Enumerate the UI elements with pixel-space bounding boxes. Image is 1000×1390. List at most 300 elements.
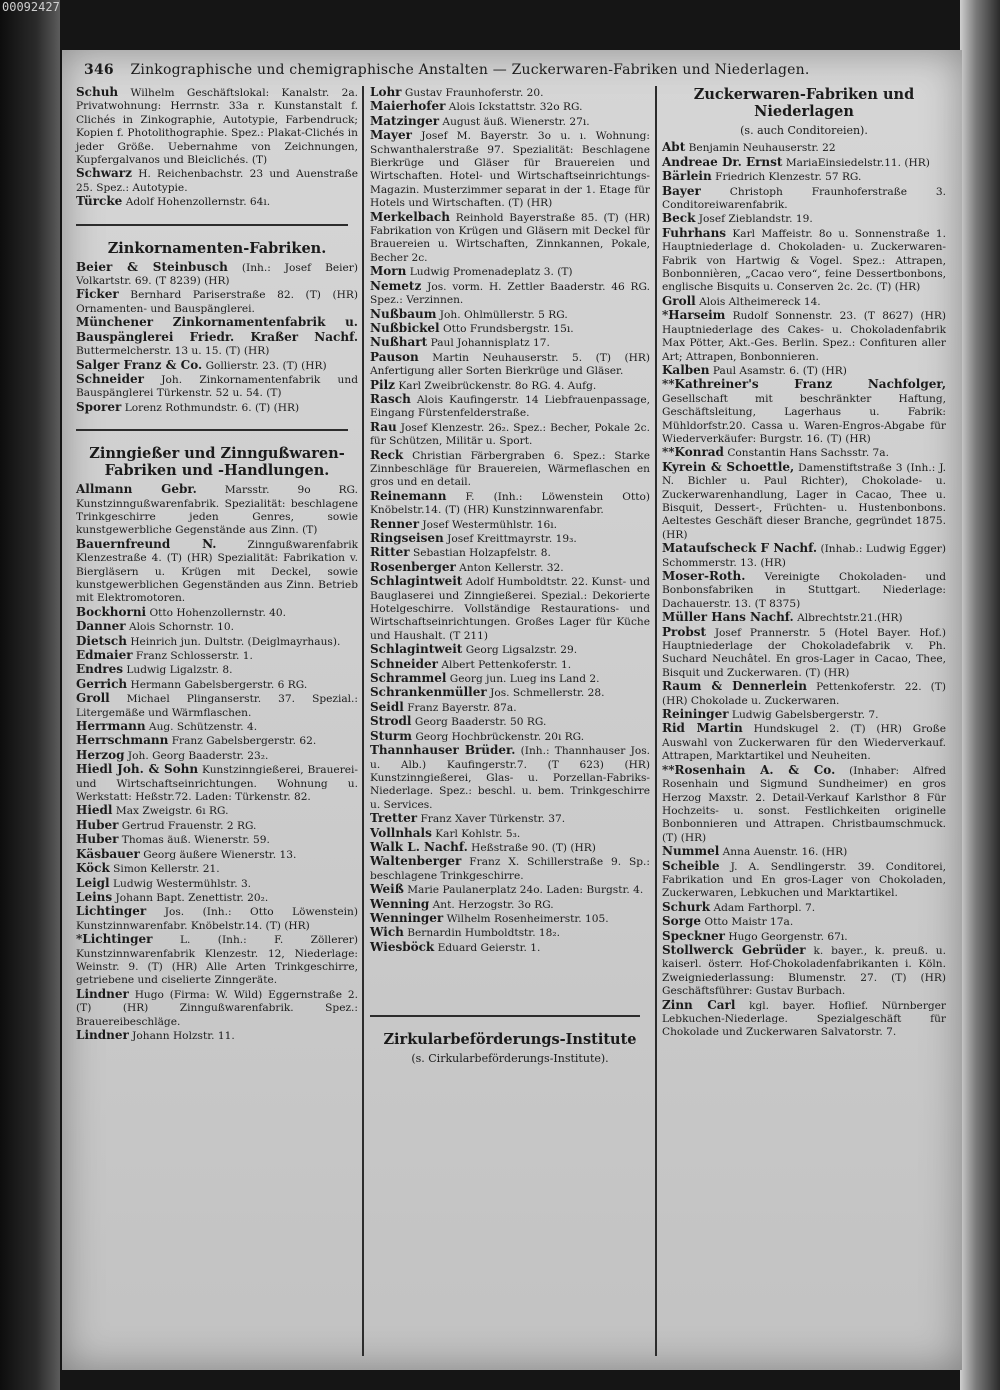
entry-text: Christian Färbergraben 6. Spez.: Starke Zinnbeschläge für Brauereien, Wärmeflaschen en gros und en detail. xyxy=(370,449,651,489)
directory-entry xyxy=(662,170,946,184)
entry-text: Georg Baaderstr. 50 RG. xyxy=(414,716,547,729)
directory-entry xyxy=(370,129,650,210)
entry-name: **Konrad xyxy=(662,445,724,460)
entry-text: Hugo (Firma: W. Wild) Eggernstraße 2. (T) (HR) Zinngußwarenfabrik. Spez.: Brauereibeschläge. xyxy=(76,988,358,1028)
section-note: (s. Cirkularbeförderungs-Institute). xyxy=(411,1052,609,1066)
entry-name: Mataufscheck F Nachf. xyxy=(662,541,818,556)
entry-text: (Inhaber: Alfred Rosenhain und Sigmund Sundheimer) en gros Herzog Maxstr. 2. Detail-Verkauf Karlsthor 8 Für Hochzeits- u. sonst. Festlichkeiten originelle Bonbonnieren und Attrapen. Christbaumschmuck. (T) (HR) xyxy=(662,764,946,844)
entry-name: Reininger xyxy=(662,707,729,722)
directory-entry xyxy=(76,848,358,862)
entry-text: MariaEinsiedelstr.11. (HR) xyxy=(785,156,930,169)
entry-name: Schneider xyxy=(76,371,144,386)
entry-name: Lindner xyxy=(76,986,129,1001)
directory-entry xyxy=(370,546,650,560)
directory-entry xyxy=(370,532,650,546)
entry-text: Heßstraße 90. (T) (HR) xyxy=(471,841,596,854)
section-title: Zinkornamenten-Fabriken. xyxy=(107,239,327,257)
entry-name: Salger Franz & Co. xyxy=(76,357,203,372)
directory-entry xyxy=(662,309,946,364)
entry-text: Adolf Hohenzollernstr. 64ı. xyxy=(125,196,271,209)
entry-name: Rau xyxy=(370,419,397,434)
directory-entry xyxy=(76,261,358,289)
page-number: 346 xyxy=(84,62,114,78)
entry-text: Max Zweigstr. 6ı RG. xyxy=(115,805,229,818)
entry-text: Paul Asamstr. 6. (T) (HR) xyxy=(712,364,847,377)
directory-page xyxy=(62,50,962,1370)
entry-text: Jos. Schmellerstr. 28. xyxy=(490,687,605,700)
directory-entry xyxy=(662,860,946,901)
directory-entry xyxy=(370,686,650,700)
directory-entry xyxy=(662,764,946,845)
entry-text: Johann Holzstr. 11. xyxy=(132,1029,235,1042)
column-rule xyxy=(362,86,364,1356)
directory-entry xyxy=(662,461,946,542)
directory-entry xyxy=(370,744,650,812)
directory-entry xyxy=(76,891,358,905)
directory-entry xyxy=(76,905,358,933)
directory-entry xyxy=(662,901,946,915)
entry-text: Heinrich jun. Dultstr. (Deiglmayrhaus). xyxy=(130,635,341,648)
entry-text: Lorenz Rothmundstr. 6. (T) (HR) xyxy=(124,401,300,414)
entry-name: Schwarz xyxy=(76,166,132,181)
entry-text: Albrechtstr.21.(HR) xyxy=(797,612,903,625)
entry-name: Leigl xyxy=(76,875,110,890)
entry-name: Huber xyxy=(76,817,119,832)
section-note: (s. auch Conditoreien). xyxy=(740,124,868,137)
directory-entry xyxy=(76,401,358,415)
directory-entry xyxy=(370,265,650,279)
directory-entry xyxy=(662,845,946,859)
entry-text: L. (Inh.: F. Zöllerer) Kunstzinnwarenfabrik Klenzestr. 12, Niederlage: Weinstr. 9. (T) (HR) Alle Arten Trinkgeschirre, getriebene und ciselierte Zinngeräte. xyxy=(76,934,358,987)
entry-name: Köck xyxy=(76,861,110,876)
entry-name: **Rosenhain A. & Co. xyxy=(662,762,836,777)
directory-entry xyxy=(370,449,650,490)
running-header xyxy=(84,62,944,78)
entry-name: Sturm xyxy=(370,728,412,743)
entry-text: F. (Inh.: Löwenstein Otto) Knöbelstr.14. (T) (HR) Kunstzinnwarenfabr. xyxy=(370,490,650,517)
entry-text: Franz Schlosserstr. 1. xyxy=(135,650,253,662)
directory-entry xyxy=(662,944,946,999)
directory-entry xyxy=(76,167,358,195)
entry-text: Albert Pettenkoferstr. 1. xyxy=(441,658,572,671)
entry-name: Andreae Dr. Ernst xyxy=(662,154,783,169)
entry-text: Josef Kreittmayrstr. 19₃. xyxy=(447,533,577,545)
entry-text: August äuß. Wienerstr. 27ı. xyxy=(442,115,590,128)
entry-text: Pettenkoferstr. 22. (T) (HR) Chokolade u. Zuckerwaren. xyxy=(662,681,946,707)
entry-text: Karl Zweibrückenstr. 8o RG. 4. Aufg. xyxy=(398,379,597,392)
directory-entry xyxy=(662,930,946,944)
section-divider xyxy=(76,429,348,431)
entry-text: Josef Zieblandstr. 19. xyxy=(698,213,813,226)
directory-entry xyxy=(662,364,946,378)
entry-name: Schlagintweit xyxy=(370,574,463,589)
entry-name: Lichtinger xyxy=(76,904,147,919)
entry-name: Rasch xyxy=(370,391,411,406)
directory-entry xyxy=(370,308,650,322)
entry-name: Beier & Steinbusch xyxy=(76,259,228,274)
directory-entry xyxy=(76,620,358,634)
entry-text: Jos. (Inh.: Otto Löwenstein) Kunstzinnwarenfabr. Knöbelstr.14. (T) (HR) xyxy=(76,906,359,932)
entry-text: Hermann Gabelsbergerstr. 6 RG. xyxy=(130,678,308,691)
entry-name: Schuh xyxy=(76,85,119,99)
directory-entry xyxy=(76,734,358,748)
directory-entry xyxy=(662,446,946,460)
entry-name: Beck xyxy=(662,211,696,226)
directory-entry xyxy=(662,708,946,722)
entry-name: Danner xyxy=(76,619,126,634)
entry-name: Waltenberger xyxy=(370,854,462,869)
entry-text: Josef Prannerstr. 5 (Hotel Bayer. Hof.) Hauptniederlage der Chokoladefabrik v. Ph. Suchard Neuchâtel. En gros-Lager in Cacao, Thee, Bisquit und Zuckerwaren. (T) (HR) xyxy=(662,626,946,679)
section-divider xyxy=(76,224,348,226)
directory-entry xyxy=(662,626,946,681)
entry-text: (Inh.: Thannhauser Jos. u. Alb.) Kaufingerstr.7. (T 623) (HR) Kunstzinngießerei, Glas- u. Porzellan-Fabriks-Niederlage. Spez.: beschl. u. bem. Trinkgeschirre u. Services. xyxy=(370,745,650,811)
entry-name: Gerrich xyxy=(76,676,128,691)
directory-entry xyxy=(370,715,650,729)
directory-entry xyxy=(370,926,650,940)
entry-name: Allmann Gebr. xyxy=(76,482,197,497)
entry-name: Lindner xyxy=(76,1027,129,1042)
entry-text: Gertrud Frauenstr. 2 RG. xyxy=(121,819,257,832)
entry-name: Nußbickel xyxy=(370,320,440,335)
entry-text: Joh. Georg Baaderstr. 23₂. xyxy=(127,749,269,762)
directory-entry xyxy=(76,819,358,833)
directory-entry xyxy=(370,115,650,129)
entry-text: Marie Paulanerplatz 24o. Laden: Burgstr. 4. xyxy=(407,884,644,897)
directory-entry xyxy=(662,378,946,446)
entry-text: (Inhab.: Ludwig Egger) Schommerstr. 13. (HR) xyxy=(662,543,947,569)
directory-entry xyxy=(370,351,650,379)
entry-text: Joh. Zinkornamentenfabrik und Bauspänglerei Türkenstr. 52 u. 54. (T) xyxy=(76,373,358,400)
directory-entry xyxy=(662,570,946,611)
entry-name: Sporer xyxy=(76,399,122,414)
entry-text: Wilhelm Geschäftslokal: Kanalstr. 2a. Privatwohnung: Herrnstr. 33a r. Kunstanstalt f. Clichés in Zinkographie, Autotypie, Farbendruck; Kopien f. Photolithographie. Spez.: Plakat-Clichés in jeder Größe. Uebernahme von Zeichnungen, Kupfergalvanos und Bleiclichés. (T) xyxy=(76,87,359,167)
entry-text: Hugo Georgenstr. 67ı. xyxy=(728,930,848,943)
directory-entry xyxy=(662,227,946,295)
entry-name: Speckner xyxy=(662,928,725,943)
directory-entry xyxy=(76,720,358,734)
entry-list xyxy=(662,141,946,1039)
directory-entry xyxy=(662,156,946,170)
entry-name: Maierhofer xyxy=(370,99,446,114)
entry-text: Thomas äuß. Wienerstr. 59. xyxy=(121,834,270,847)
entry-text: Josef M. Bayerstr. 3o u. ı. Wohnung: Schwanthalerstraße 97. Spezialität: Beschlagene Bierkrüge und Gläser für Brauereien und Wirtschaften. Hotel- und Wirtschaftseinrichtungs-Magazin. Musterzimmer separat in der 1. Etage für Hotels und Wirtschaften. (T) (HR) xyxy=(370,130,650,210)
directory-entry xyxy=(662,295,946,309)
directory-entry xyxy=(76,635,358,649)
directory-entry xyxy=(370,379,650,393)
entry-name: Nußbaum xyxy=(370,306,437,321)
entry-name: Müller Hans Nachf. xyxy=(662,610,794,625)
entry-name: Reck xyxy=(370,447,404,462)
directory-entry xyxy=(370,393,650,421)
directory-entry xyxy=(370,86,650,100)
entry-text: Georg jun. Lueg ins Land 2. xyxy=(449,673,600,686)
entry-name: Tretter xyxy=(370,811,418,826)
entry-name: Reinemann xyxy=(370,488,447,503)
directory-entry xyxy=(370,561,650,575)
directory-entry xyxy=(370,855,650,883)
entry-text: Jos. vorm. H. Zettler Baaderstr. 46 RG. Spez.: Verzinnen. xyxy=(370,280,650,307)
directory-entry xyxy=(76,763,358,804)
entry-text: Johann Bapt. Zenettistr. 20₂. xyxy=(115,891,269,904)
directory-entry xyxy=(76,316,358,358)
entry-name: Vollnhals xyxy=(370,825,432,840)
column-rule xyxy=(655,86,657,1356)
entry-name: Wich xyxy=(370,925,404,940)
directory-entry xyxy=(370,841,650,855)
entry-text: Gesellschaft mit beschränkter Haftung, Geschäftsleitung, Lagerhaus u. Fabrik: Mühldorfstr.20. Cassa u. Waren-Engros-Abgabe für Wiederverkäufer: Burgstr. 16. (T) (HR) xyxy=(662,392,946,445)
entry-name: Probst xyxy=(662,624,707,639)
entry-name: Merkelbach xyxy=(370,209,450,224)
directory-entry xyxy=(370,322,650,336)
entry-text: Georg Hochbrückenstr. 20ı RG. xyxy=(415,730,585,743)
entry-name: Matzinger xyxy=(370,113,440,128)
entry-name: Bayer xyxy=(662,183,701,198)
directory-entry xyxy=(370,812,650,826)
directory-entry xyxy=(76,288,358,316)
entry-name: Walk L. Nachf. xyxy=(370,839,468,854)
directory-entry xyxy=(662,999,946,1040)
directory-entry xyxy=(76,749,358,763)
entry-name: Münchener Zinkornamentenfabrik u. Bauspänglerei Friedr. Kraßer Nachf. xyxy=(76,315,358,344)
directory-entry xyxy=(370,518,650,532)
entry-text: Anton Kellerstr. 32. xyxy=(459,561,564,574)
directory-entry xyxy=(662,542,946,570)
directory-entry xyxy=(76,877,358,891)
entry-name: Nußhart xyxy=(370,335,428,350)
entry-name: *Lichtinger xyxy=(76,932,153,947)
running-title: Zinkographische und chemigraphische Anstalten — Zuckerwaren-Fabriken und Niederlagen. xyxy=(130,62,810,78)
entry-name: Schneider xyxy=(370,656,438,671)
directory-entry xyxy=(662,680,946,708)
directory-entry xyxy=(76,538,358,606)
entry-name: Groll xyxy=(662,293,696,308)
entry-text: Hundskugel 2. (T) (HR) Große Auswahl von Zuckerwaren für den Wiederverkauf. Attrapen, Marktartikel und Neuheiten. xyxy=(662,723,946,763)
entry-text: k. bayer., k. preuß. u. kaiserl. österr. Hof-Chokoladenfabrikanten i. Köln. Zweigniederlassung: Blumenstr. 27. (T) (HR) Geschäftsführer: Gustav Burbach. xyxy=(662,944,946,998)
entry-text: Franz Xaver Türkenstr. 37. xyxy=(420,813,566,826)
entry-text: Vereinigte Chokoladen- und Bonbonsfabriken in Stuttgart. Niederlage: Dachauerstr. 13. (T 8375) xyxy=(662,571,946,610)
directory-entry xyxy=(76,359,358,373)
column-2 xyxy=(370,86,650,1070)
entry-text: Wilhelm Rosenheimerstr. 105. xyxy=(446,912,609,925)
entry-name: Raum & Dennerlein xyxy=(662,679,807,694)
entry-text: Marsstr. 9o RG. Kunstzinngußwarenfabrik. Spezialität: beschlagene Trinkgeschirre jeden Genres, sowie kunstgewerbliche Gegenstände aus Zinn. (T) xyxy=(76,484,358,537)
entry-name: Zinn Carl xyxy=(662,997,736,1012)
entry-text: Alois Schornstr. 10. xyxy=(128,621,235,634)
entry-text: Josef Klenzestr. 26₂. Spez.: Becher, Pokale 2c. für Schützen, Militär u. Sport. xyxy=(370,421,650,448)
entry-name: Hiedl Joh. & Sohn xyxy=(76,762,199,777)
entry-name: Schrammel xyxy=(370,671,447,686)
directory-entry xyxy=(662,611,946,625)
entry-text: Alois Kaufingerstr. 14 Liebfrauenpassage, Eingang Fürstenfelderstraße. xyxy=(370,393,650,420)
entry-text: (Inh.: Josef Beier) Volkartstr. 69. (T 8239) (HR) xyxy=(76,261,358,288)
entry-name: Stollwerck Gebrüder xyxy=(662,942,806,957)
entry-text: Josef Westermühlstr. 16ı. xyxy=(422,518,557,531)
entry-name: Rosenberger xyxy=(370,559,456,574)
entry-name: Hiedl xyxy=(76,803,113,818)
directory-entry xyxy=(370,490,650,518)
directory-entry xyxy=(76,862,358,876)
entry-text: Ludwig Promenadeplatz 3. (T) xyxy=(409,266,573,279)
entry-text: Georg äußere Wienerstr. 13. xyxy=(143,848,297,861)
directory-entry xyxy=(370,701,650,715)
entry-name: Ficker xyxy=(76,287,119,302)
entry-name: Sorge xyxy=(662,914,702,929)
entry-text: Ludwig Gabelsbergerstr. 7. xyxy=(731,709,879,722)
entry-name: Kalben xyxy=(662,362,710,377)
entry-name: Bauernfreund N. xyxy=(76,536,217,551)
directory-entry xyxy=(76,373,358,401)
entry-name: Schurk xyxy=(662,899,711,914)
directory-entry xyxy=(76,606,358,620)
directory-entry xyxy=(370,100,650,114)
entry-text: Otto Frundsbergstr. 15ı. xyxy=(442,322,574,335)
entry-text: Aug. Schützenstr. 4. xyxy=(148,721,258,734)
directory-entry xyxy=(370,827,650,841)
directory-entry xyxy=(370,912,650,926)
book-spine-right xyxy=(960,0,1000,1390)
entry-text: Constantin Hans Sachsstr. 7a. xyxy=(727,447,889,460)
entry-name: Wiesböck xyxy=(370,939,435,954)
section-title: Zinngießer und Zinngußwaren-Fabriken und -Handlungen. xyxy=(89,445,345,480)
entry-text: Georg Ligsalzstr. 29. xyxy=(465,644,578,657)
entry-name: Fuhrhans xyxy=(662,225,727,240)
directory-entry xyxy=(662,185,946,213)
entry-text: Adam Farthorpl. 7. xyxy=(713,901,816,914)
entry-text: Rudolf Sonnenstr. 23. (T 8627) (HR) Hauptniederlage des Cakes- u. Chokoladenfabrik Max Pötter, Akt.-Ges. Berlin. Spez.: Confituren aller Art; Attrapen, Bonbonnieren. xyxy=(662,310,947,363)
entry-text: Michael Plinganserstr. 37. Spezial.: Litergemäße und Wärmflaschen. xyxy=(76,693,358,719)
directory-entry xyxy=(662,915,946,929)
directory-entry xyxy=(662,212,946,226)
entry-name: Renner xyxy=(370,516,420,531)
entry-name: **Kathreiner's Franz Nachfolger, xyxy=(662,377,946,392)
entry-text: kgl. bayer. Hoflief. Nürnberger Lebkuchen-Niederlage. Spezialgeschäft für Chokolade und Zuckerwaren Salvatorstr. 7. xyxy=(662,999,946,1039)
directory-entry xyxy=(76,988,358,1029)
entry-text: Otto Hohenzollernstr. 40. xyxy=(149,606,287,619)
column-3 xyxy=(662,86,946,1040)
entry-text: Sebastian Holzapfelstr. 8. xyxy=(412,547,551,560)
entry-name: Ritter xyxy=(370,545,410,560)
directory-entry xyxy=(76,678,358,692)
entry-text: Friedrich Klenzestr. 57 RG. xyxy=(715,171,862,184)
entry-name: Weiß xyxy=(370,882,404,897)
entry-name: Herrmann xyxy=(76,719,146,734)
directory-entry xyxy=(76,1029,358,1043)
directory-entry xyxy=(370,211,650,266)
entry-text: Franz X. Schillerstraße 9. Sp.: beschlagene Trinkgeschirre. xyxy=(370,856,650,882)
entry-name: Mayer xyxy=(370,128,412,143)
entry-text: Franz Bayerstr. 87a. xyxy=(407,701,517,714)
directory-entry xyxy=(370,575,650,643)
entry-text: Bernardin Humboldtstr. 18₂. xyxy=(407,927,561,940)
entry-text: Eduard Geierstr. 1. xyxy=(437,941,541,954)
directory-entry xyxy=(76,195,358,209)
entry-list xyxy=(76,483,358,1043)
entry-name: Dietsch xyxy=(76,633,127,648)
column-1 xyxy=(76,86,358,1043)
entry-text: Franz Gabelsbergerstr. 62. xyxy=(171,735,317,748)
directory-entry xyxy=(76,483,358,538)
entry-name: Morn xyxy=(370,264,407,279)
entry-text: Gollierstr. 23. (T) (HR) xyxy=(205,359,327,372)
directory-entry xyxy=(662,722,946,763)
directory-entry xyxy=(370,643,650,657)
entry-name: Groll xyxy=(76,691,110,706)
entry-text: Ludwig Westermühlstr. 3. xyxy=(112,877,252,890)
directory-entry xyxy=(76,663,358,677)
directory-entry xyxy=(370,941,650,955)
entry-text: Reinhold Bayerstraße 85. (T) (HR) Fabrikation von Krügen und Gläsern mit Deckel für Brauereien u. Wirtschaften, Zinnkannen, Pokale, Becher 2c. xyxy=(370,211,650,264)
directory-entry xyxy=(370,898,650,912)
directory-entry xyxy=(370,730,650,744)
entry-name: Wenning xyxy=(370,896,430,911)
entry-text: Damenstiftstraße 3 (Inh.: J. N. Bichler u. Paul Richter), Chokolade- u. Zuckerwarenhandlung, Lager in Cacao, Thee u. Bisquit, Dessert-, Früchten- u. Hustenbonbons. Aeltestes Geschäft dieser Branche, gegründet 1875. (HR) xyxy=(662,461,946,541)
entry-name: Leins xyxy=(76,889,113,904)
entry-text: Adolf Humboldtstr. 22. Kunst- und Bauglaserei und Zinngießerei. Spezial.: Dekorierte Hotelgeschirre. Vollständige Restaurations- und Wirtschaftseinrichtungen. Großes Lager für Küche und Haushalt. (T 211) xyxy=(370,576,650,642)
entry-text: Gustav Fraunhoferstr. 20. xyxy=(404,87,544,99)
entry-name: Edmaier xyxy=(76,648,133,662)
entry-name: Kyrein & Schoettle, xyxy=(662,459,795,474)
entry-text: H. Reichenbachstr. 23 und Auenstraße 25. Spez.: Autotypie. xyxy=(76,168,358,194)
directory-entry xyxy=(76,833,358,847)
entry-name: Thannhauser Brüder. xyxy=(370,743,516,758)
section-title: Zuckerwaren-Fabriken und Niederlagen xyxy=(693,86,915,120)
entry-text: Buttermelcherstr. 13 u. 15. (T) (HR) xyxy=(76,345,270,358)
directory-entry xyxy=(370,672,650,686)
section-divider xyxy=(370,1015,640,1017)
entry-text: Karl Maffeistr. 8o u. Sonnenstraße 1. Hauptniederlage d. Chokoladen- u. Zuckerwaren-Fabrik von Hartwig & Vogel. Spez.: Attrapen, Bonbonnièren, „Cacao vero“, feine Dessertbonbons, englische Bisquits u. Conserven 2c. 2c. (T) (HR) xyxy=(662,227,946,294)
entry-name: Moser-Roth. xyxy=(662,569,746,583)
entry-name: Huber xyxy=(76,832,119,847)
entry-list xyxy=(76,261,358,415)
entry-text: Alois Ickstattstr. 32o RG. xyxy=(448,101,583,114)
entry-name: Schrankenmüller xyxy=(370,685,487,700)
entry-text: Anna Auenstr. 16. (HR) xyxy=(722,846,848,859)
entry-name: Abt xyxy=(662,140,686,155)
entry-name: Rid Martin xyxy=(662,721,743,736)
entry-name: Pilz xyxy=(370,377,395,392)
entry-text: Zinngußwarenfabrik Klenzestraße 4. (T) (HR) Spezialität: Fabrikation v. Biergläsern u. Krügen mit Deckel, sowie kunstgewerblichen Gegenständen aus Zinn. Betrieb mit Elektromotoren. xyxy=(76,538,359,605)
directory-entry xyxy=(76,692,358,720)
directory-entry xyxy=(76,86,358,167)
entry-text: Benjamin Neuhauserstr. 22 xyxy=(688,142,836,155)
directory-entry xyxy=(370,658,650,672)
entry-text: Joh. Ohlmüllerstr. 5 RG. xyxy=(439,308,568,321)
entry-name: Bärlein xyxy=(662,169,712,184)
entry-text: Ant. Herzogstr. 3o RG. xyxy=(432,898,554,911)
directory-entry xyxy=(76,804,358,818)
entry-text: Kunstzinngießerei, Brauerei- und Wirtschaftseinrichtungen. Wohnung u. Werkstatt: Heßstr.72. Laden: Türkenstr. 82. xyxy=(76,764,359,804)
entry-name: Strodl xyxy=(370,714,412,729)
entry-name: Ringseisen xyxy=(370,531,444,545)
directory-entry xyxy=(76,933,358,988)
entry-name: Pauson xyxy=(370,349,419,364)
entry-name: Herrschmann xyxy=(76,733,169,748)
section-title: Zirkularbeförderungs-Institute xyxy=(383,1031,637,1049)
entry-text: Otto Maistr 17a. xyxy=(704,916,794,929)
entry-text: Simon Kellerstr. 21. xyxy=(113,863,220,876)
entry-name: Nummel xyxy=(662,844,720,859)
entry-name: Seidl xyxy=(370,699,404,714)
continued-entries xyxy=(76,86,358,210)
entry-name: Scheible xyxy=(662,858,720,873)
entry-text: Bernhard Pariserstraße 82. (T) (HR) Ornamenten- und Bauspänglerei. xyxy=(76,289,358,315)
entry-text: Alois Altheimereck 14. xyxy=(699,295,821,308)
entry-text: Karl Kohlstr. 5₃. xyxy=(435,827,521,840)
entry-text: Ludwig Ligalzstr. 8. xyxy=(126,664,233,677)
entry-text: Martin Neuhauserstr. 5. (T) (HR) Anfertigung aller Sorten Bierkrüge und Gläser. xyxy=(370,351,650,378)
book-edge-left xyxy=(0,0,60,1390)
scan-id: 00092427 xyxy=(2,0,60,14)
